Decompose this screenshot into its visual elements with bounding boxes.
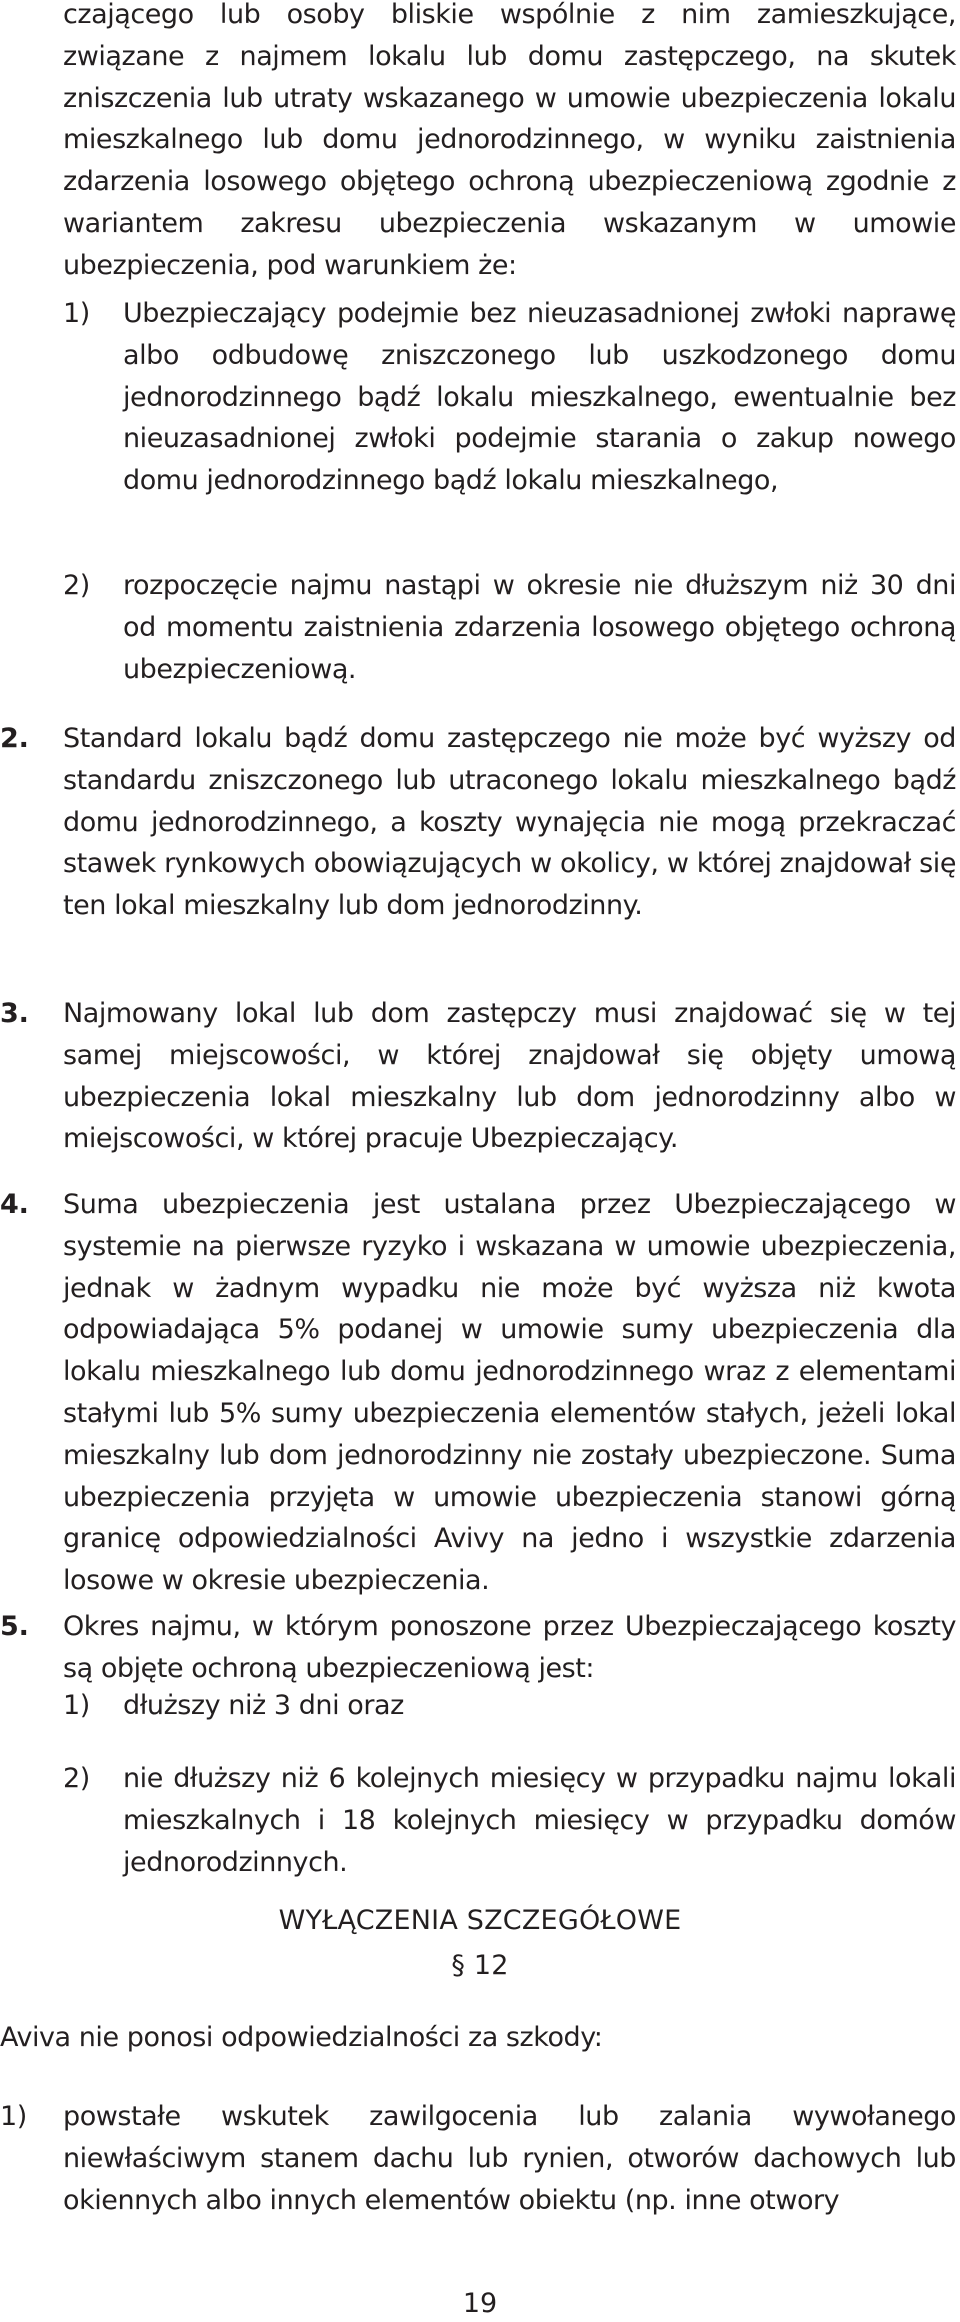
sub-item-text: Ubezpieczający podejmie bez nieuzasadnionej zwłoki naprawę albo odbudowę zniszczonego lub uszkodzonego domu jednorodzinnego bądź lokalu mieszkalnego, ewentualnie bez nieuzasadnionej zwłoki podejmie starania o zakup nowego domu jednorodzinnego bądź lokalu mieszkalnego, [123,298,956,497]
intro-paragraph: czającego lub osoby bliskie wspólnie z nim zamieszkujące, związane z najmem lokalu lub domu zastępczego, na skutek zniszczenia lub utraty wskazanego w umowie ubezpieczenia lokalu mieszkalnego lub domu jednorodzinnego, w wyniku zaistnienia zdarzenia losowego objętego ochroną ubezpieczeniową zgodnie z wariantem zakresu ubezpieczenia wskazanym w umowie ubezpieczenia, pod warunkiem że: [63,0,956,281]
item-text: Suma ubezpieczenia jest ustalana przez Ubezpieczającego w systemie na pierwsze ryzyko i wskazana w umowie ubezpieczenia, jednak w żadnym wypadku nie może być wyższa niż kwota odpowiadająca 5% podanej w umowie sumy ubezpieczenia dla lokalu mieszkalnego lub domu jednorodzinnego wraz z elementami stałymi lub 5% sumy ubezpieczenia elementów stałych, jeżeli lokal mieszkalny lub dom jednorodzinny nie zostały ubezpieczone. Suma ubezpieczenia przyjęta w umowie ubezpieczenia stanowi górną granicę odpowiedzialności Avivy na jedno i wszystkie zdarzenia losowe w okresie ubezpieczenia. [63,1189,956,1597]
sub-item-text: rozpoczęcie najmu nastąpi w okresie nie dłuższym niż 30 dni od momentu zaistnienia zdarzenia losowego objętego ochroną ubezpieczeniową. [123,570,956,685]
sub-item-number: 2) [63,570,90,601]
sub-item-text: nie dłuższy niż 6 kolejnych miesięcy w przypadku najmu lokali mieszkalnych i 18 kolejnych miesięcy w przypadku domów jednorodzinnych. [123,1763,956,1878]
section-lead: Aviva nie ponosi odpowiedzialności za szkody: [0,2022,603,2053]
sub-item-number: 2) [63,1763,90,1794]
section-title: WYŁĄCZENIA SZCZEGÓŁOWE [278,1905,682,1936]
page-number: 19 [462,2288,498,2319]
item-number: 3. [0,998,29,1029]
sub-item-number: 1) [63,298,90,329]
item-number: 2. [0,723,29,754]
exclusion-number: 1) [0,2101,27,2132]
section-paragraph-number: § 12 [451,1950,509,1981]
item-text: Najmowany lokal lub dom zastępczy musi znajdować się w tej samej miejscowości, w której znajdował się objęty umową ubezpieczenia lokal mieszkalny lub dom jednorodzinny albo w miejscowości, w której pracuje Ubezpieczający. [63,998,956,1155]
sub-item-text: dłuższy niż 3 dni oraz [123,1690,404,1721]
item-number: 5. [0,1611,29,1642]
item-text: Standard lokalu bądź domu zastępczego nie może być wyższy od standardu zniszczonego lub utraconego lokalu mieszkalnego bądź domu jednorodzinnego, a koszty wynajęcia nie mogą przekraczać stawek rynkowych obowiązujących w okolicy, w której znajdował się ten lokal mieszkalny lub dom jednorodzinny. [63,723,956,922]
sub-item-number: 1) [63,1690,90,1721]
exclusion-text: powstałe wskutek zawilgocenia lub zalania wywołanego niewłaściwym stanem dachu lub rynien, otworów dachowych lub okiennych albo innych elementów obiektu (np. inne otwory [63,2101,956,2216]
item-text: Okres najmu, w którym ponoszone przez Ubezpieczającego koszty są objęte ochroną ubezpieczeniową jest: [63,1611,956,1684]
item-number: 4. [0,1189,29,1220]
